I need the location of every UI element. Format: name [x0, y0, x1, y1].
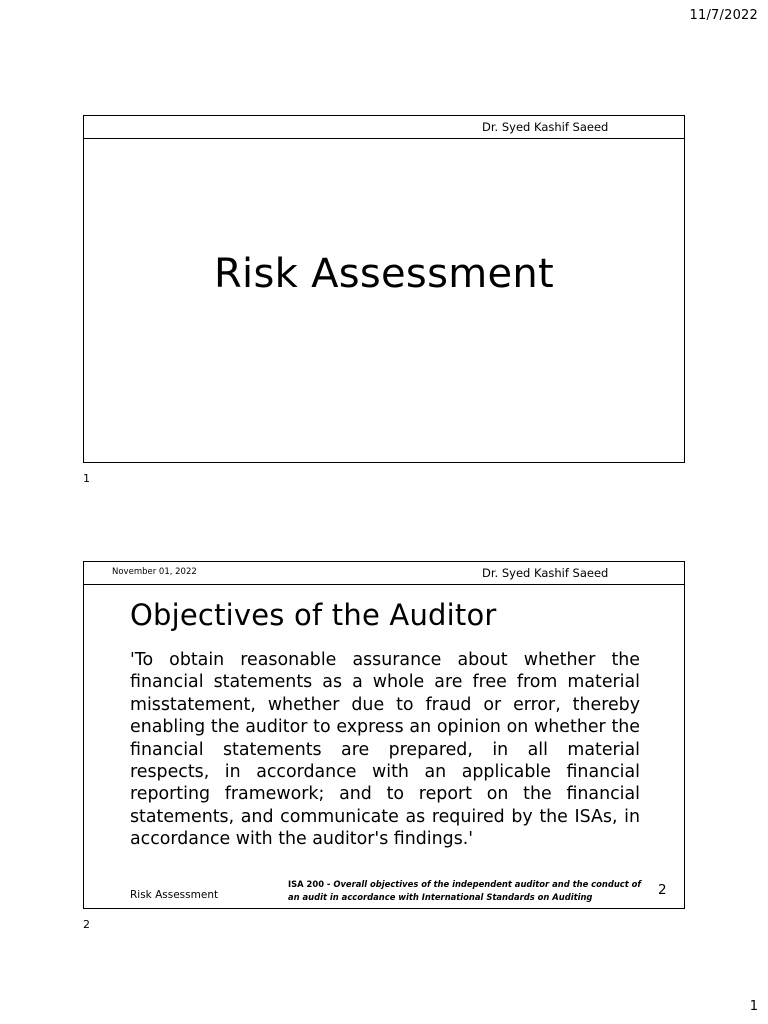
isa-number: ISA 200	[288, 879, 325, 889]
slide-author: Dr. Syed Kashif Saeed	[482, 566, 609, 580]
slide-header	[84, 116, 684, 139]
slide-header	[84, 562, 684, 585]
isa-reference	[288, 878, 648, 904]
slide-number: 2	[658, 882, 667, 898]
slide-1	[83, 115, 685, 463]
slide-footer-label: Risk Assessment	[130, 889, 219, 901]
slide-index: 1	[83, 472, 90, 485]
slide-title: Risk Assessment	[213, 251, 555, 297]
slide-index: 2	[83, 918, 90, 931]
slide-author: Dr. Syed Kashif Saeed	[482, 120, 609, 134]
isa-description: - Overall objectives of the independent auditor and the conduct of an audit in accordance with International Standards on Auditing	[288, 879, 642, 902]
page-date: 11/7/2022	[689, 8, 758, 23]
page-number: 1	[749, 999, 758, 1014]
slide-body: 'To obtain reasonable assurance about whether the financial statements as a whole are free from material misstatement, whether due to fraud or error, thereby enabling the auditor to express an opinion on whether the financial statements are prepared, in all material respects, in accordance with an applicable financial reporting framework; and to report on the financial statements, and communicate as required by the ISAs, in accordance with the auditor's findings.'	[130, 650, 640, 850]
slide-date: November 01, 2022	[112, 567, 197, 577]
slide-title: Objectives of the Auditor	[130, 598, 497, 632]
slide-2	[83, 561, 685, 909]
